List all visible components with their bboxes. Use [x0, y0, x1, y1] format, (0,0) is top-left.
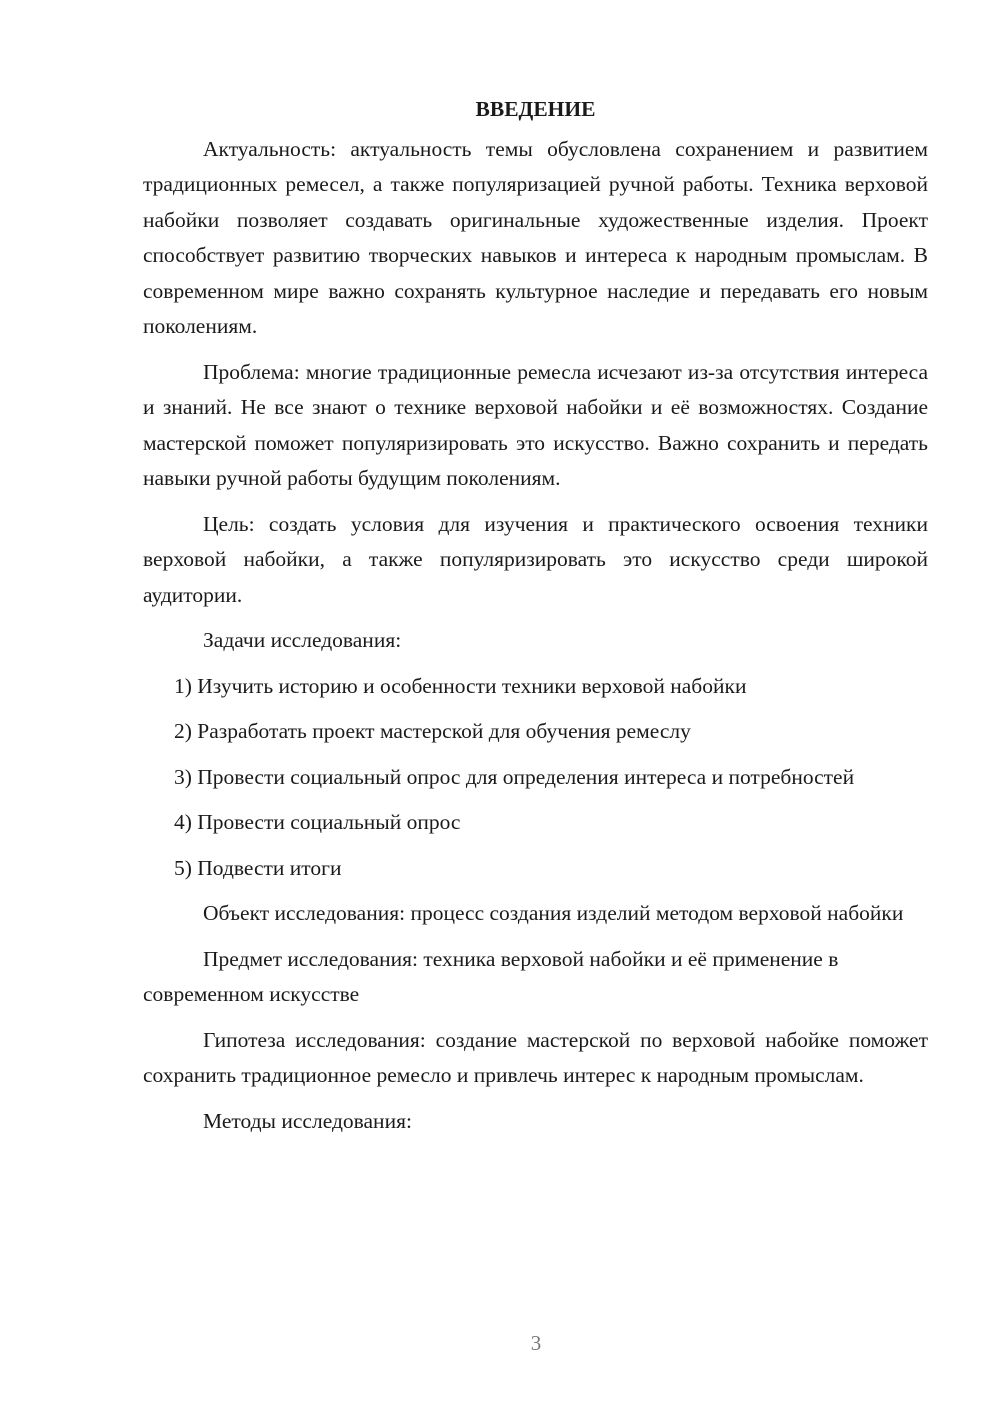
page-content	[143, 92, 928, 1149]
relevance-paragraph: Актуальность: актуальность темы обусловлена сохранением и развитием традиционных ремесел, а также популяризацией ручной работы. Техника верховой набойки позволяет создавать оригинальные художественные изделия. Проект способствует развитию творческих навыков и интереса к народным промыслам. В современном мире важно сохранять культурное наследие и передавать его новым поколениям.	[143, 136, 928, 338]
object-paragraph: Объект исследования: процесс создания изделий методом верховой набойки	[203, 901, 904, 925]
page-number: 3	[530, 1331, 542, 1355]
methods-title: Методы исследования:	[203, 1108, 412, 1133]
hypothesis-paragraph: Гипотеза исследования: создание мастерской по верховой набойке поможет сохранить традиционное ремесло и привлечь интерес к народным промыслам.	[143, 1027, 928, 1087]
problem-paragraph: Проблема: многие традиционные ремесла исчезают из-за отсутствия интереса и знаний. Не все знают о технике верховой набойки и её возможностях. Создание мастерской поможет популяризировать это искусство. Важно сохранить и передать навыки ручной работы будущим поколениям.	[143, 359, 928, 490]
subject-paragraph: Предмет исследования: техника верховой набойки и её применение в современном искусстве	[143, 946, 839, 1006]
task-item-3: 3) Провести социальный опрос для определения интереса и потребностей	[174, 764, 855, 789]
task-item-4: 4) Провести социальный опрос	[174, 810, 461, 834]
page-title: ВВЕДЕНИЕ	[475, 97, 596, 121]
task-item-1: 1) Изучить историю и особенности техники верховой набойки	[174, 673, 747, 698]
tasks-title: Задачи исследования:	[203, 628, 402, 652]
goal-paragraph: Цель: создать условия для изучения и практического освоения техники верховой набойки, а также популяризировать это искусство среди широкой аудитории.	[143, 511, 928, 607]
task-item-2: 2) Разработать проект мастерской для обучения ремеслу	[174, 719, 691, 743]
task-item-5: 5) Подвести итоги	[174, 855, 342, 880]
